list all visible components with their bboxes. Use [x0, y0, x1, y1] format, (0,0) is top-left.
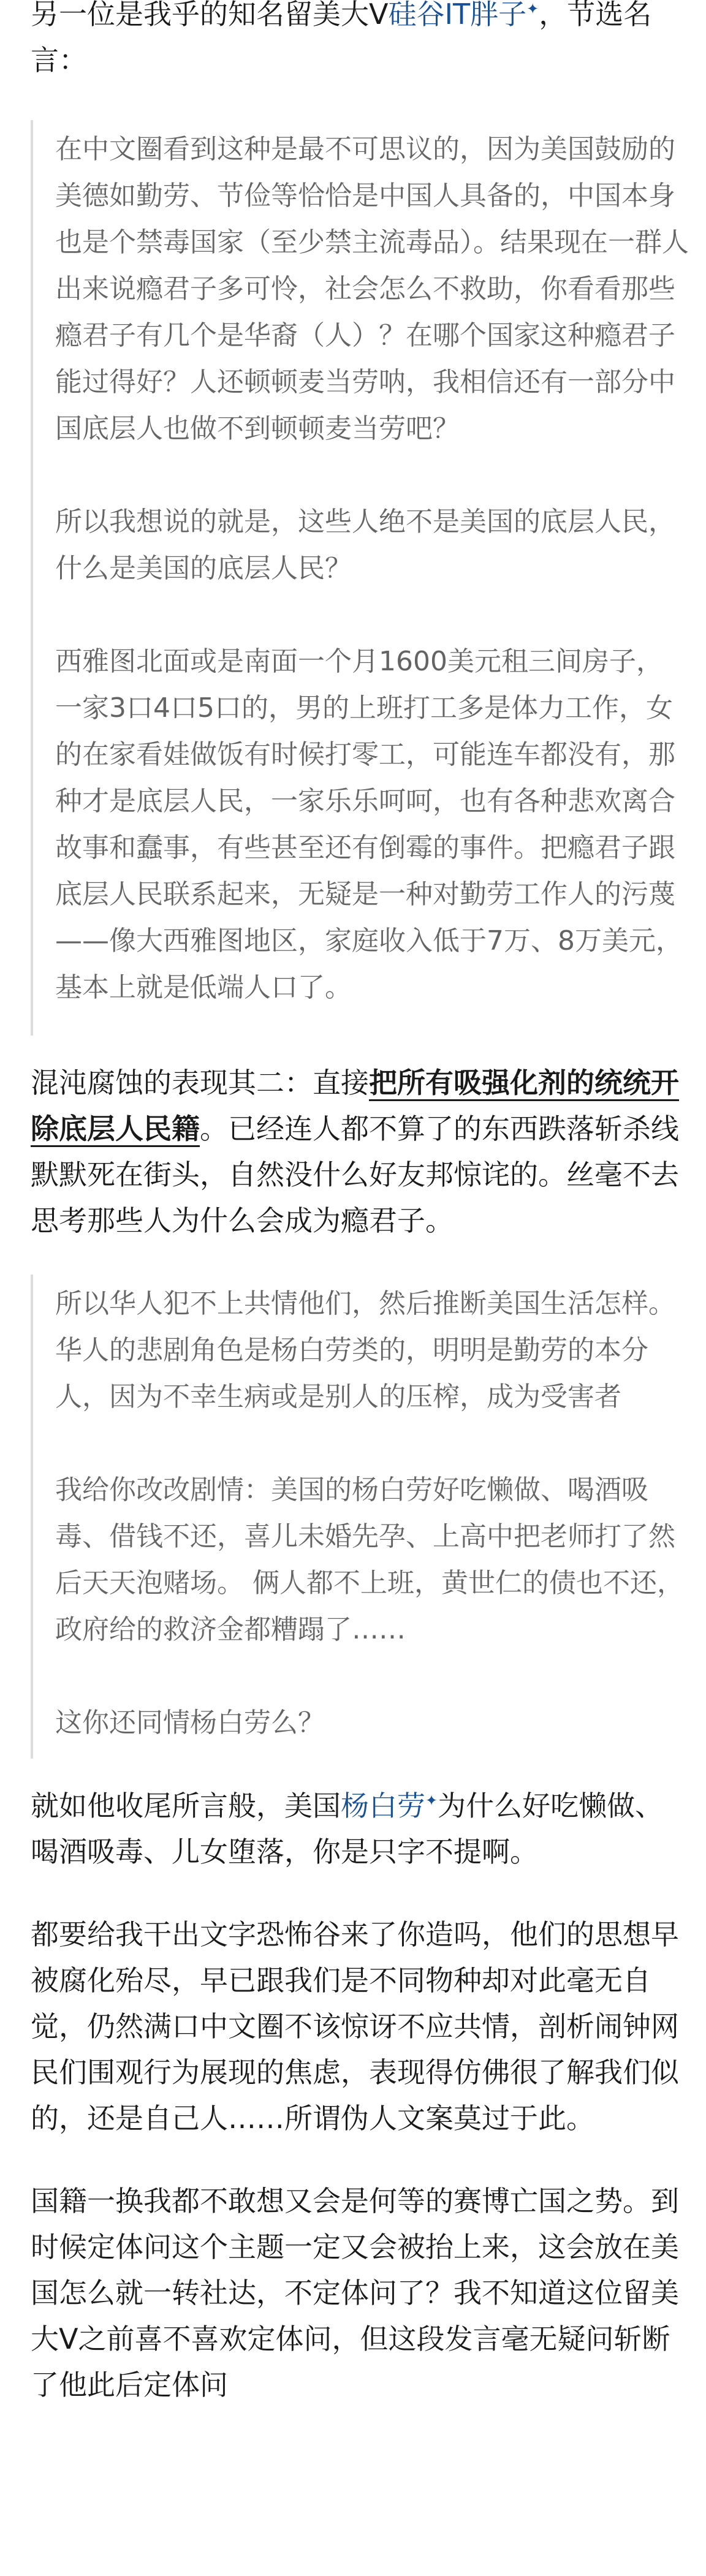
quote1-paragraph-2: 所以我想说的就是，这些人绝不是美国的底层人民，什么是美国的底层人民？ — [55, 506, 675, 584]
decay-bold-text: 把所有吸强化剂的统统开除底层人民籍 — [31, 1066, 679, 1147]
decay-text-before: 混沌腐蚀的表现其二：直接 — [31, 1066, 369, 1099]
quote2-paragraph-2: 我给你改改剧情：美国的杨白劳好吃懒做、喝酒吸毒、借钱不还，喜儿未婚先孕、上高中把老师打了然后天天泡赌场。 俩人都不上班，黄世仁的债也不还，政府给的救济金都糟蹋了…… — [55, 1474, 684, 1645]
quote-block-1 — [31, 120, 689, 1036]
decay-paragraph — [31, 1060, 689, 1244]
yang-paragraph — [31, 1783, 689, 1875]
nationality-paragraph: 国籍一换我都不敢想又会是何等的赛博亡国之势。到时候定体问这个主题一定又会被抬上来，这会放在美国怎么就一转社达，不定体问了？我不知道这位留美大V之前喜不喜欢定体问，但这段发言毫无疑问斩断了他此后定体问 — [31, 2184, 679, 2401]
intro-paragraph — [31, 0, 689, 83]
quote1-paragraph-1: 在中文圈看到这种是最不可思议的，因为美国鼓励的美德如勤劳、节俭等恰恰是中国人具备的，中国本身也是个禁毒国家（至少禁主流毒品）。结果现在一群人出来说瘾君子多可怜，社会怎么不救助，你看看那些瘾君子有几个是华裔（人）？在哪个国家这种瘾君子能过得好？人还顿顿麦当劳呐，我相信还有一部分中国底层人也做不到顿顿麦当劳吧？ — [55, 134, 689, 444]
yang-link[interactable]: 杨白劳 — [341, 1789, 425, 1822]
quote-gap — [55, 1653, 689, 1700]
link-star-icon: ✦ — [526, 0, 539, 18]
quote-gap — [55, 592, 689, 638]
decay-text-after: 。已经连人都不算了的东西跌落斩杀线默默死在街头，自然没什么好友邦惊诧的。丝毫不去思考那些人为什么会成为瘾君子。 — [31, 1112, 679, 1237]
intro-text-after: ，节选名言： — [31, 0, 652, 77]
intro-text-before: 另一位是我乎的知名留美大V — [31, 0, 389, 31]
fear-paragraph: 都要给我干出文字恐怖谷来了你造吗，他们的思想早被腐化殆尽，早已跟我们是不同物种却对此毫无自觉，仍然满口中文圈不该惊讶不应共情，剖析闹钟网民们围观行为展现的焦虑，表现得仿佛很了解我们似的，还是自己人……所谓伪人文案莫过于此。 — [31, 1918, 679, 2135]
quote-gap — [55, 1420, 689, 1467]
quote-gap — [55, 452, 689, 499]
quote1-paragraph-3: 西雅图北面或是南面一个月1600美元租三间房子，一家3口4口5口的，男的上班打工多是体力工作，女的在家看娃做饭有时候打零工，可能连车都没有，那种才是底层人民，一家乐乐呵呵，也有各种悲欢离合故事和蠢事，有些甚至还有倒霉的事件。把瘾君子跟底层人民联系起来，无疑是一种对勤劳工作人的污蔑——像大西雅图地区，家庭收入低于7万、8万美元，基本上就是低端人口了。 — [55, 646, 683, 1003]
link-star-icon: ✦ — [425, 1792, 438, 1809]
yang-text-after: 为什么好吃懒做、喝酒吸毒、儿女堕落，你是只字不提啊。 — [31, 1789, 664, 1868]
quote-block-2 — [31, 1275, 689, 1759]
quote2-paragraph-3: 这你还同情杨白劳么？ — [55, 1707, 325, 1738]
yang-text-before: 就如他收尾所言般，美国 — [31, 1789, 341, 1822]
author-link[interactable]: 硅谷IT胖子 — [388, 0, 527, 31]
quote2-paragraph-1: 所以华人犯不上共情他们，然后推断美国生活怎样。华人的悲剧角色是杨白劳类的，明明是勤劳的本分人，因为不幸生病或是别人的压榨，成为受害者 — [55, 1288, 675, 1412]
